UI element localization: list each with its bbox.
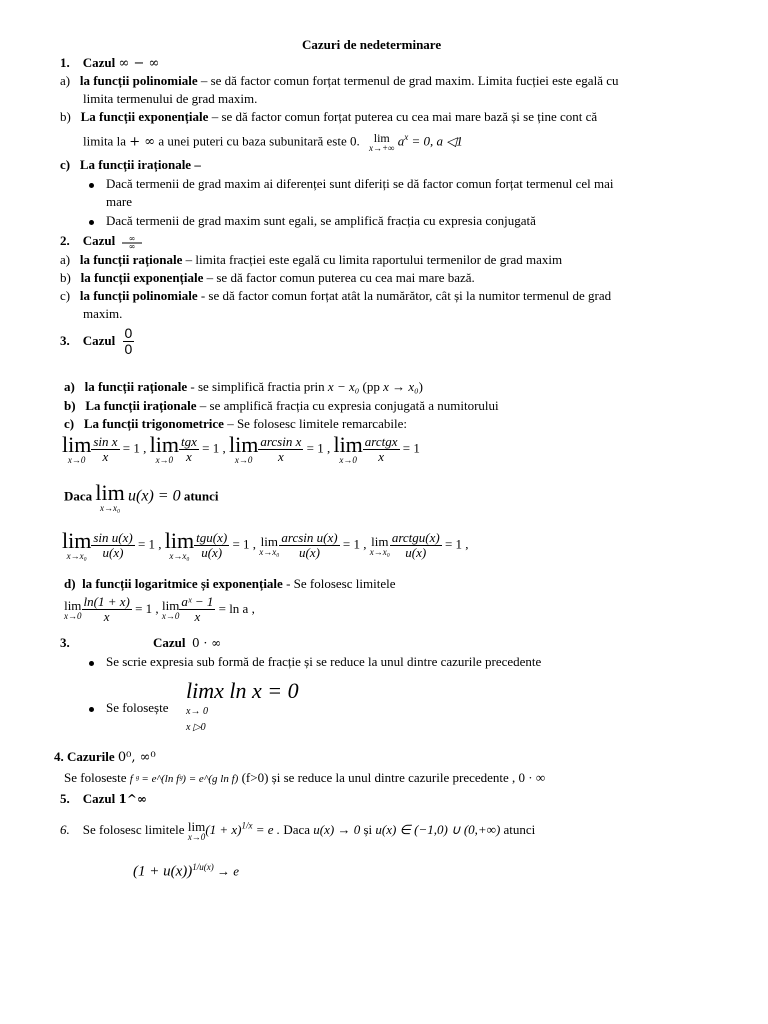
s3-b: b) La funcții iraționale – se amplifică fracția cu expresia conjugată a numitorului: [64, 398, 499, 413]
bullet-dot: [89, 220, 94, 225]
s5-text: Se foloseste f ᵍ = e^(ln fᵍ) = e^(g ln f) (f>0) și se reduce la unul dintre cazurile precedente , 0 · ∞: [64, 770, 546, 785]
s1-b: b) La funcții exponențiale – se dă factor comun forțat puterea cu cea mai mare bază și se ține cont că: [60, 109, 598, 124]
remarkable-limits-row-2: lim x→x₀ $\frac{\text{sin u(x)}}{u(x)}$ = 1 , lim x→x₀ $\frac{\text{tgu(x)}}{u(x)}$ = 1 , lim x→x₀ $\frac{\text{arcsin u(x)}}{u(x)}$ = 1 , lim x→x₀ $\frac{\text{arctgu(x)}}{u(x)}$ = 1 ,: [62, 528, 469, 561]
remarkable-limits-row-1: lim x→0 $\frac{\text{sin x}}{x}$ = 1 , lim x→0 $\frac{\text{tgx}}{x}$ = 1 , lim x→0 $\frac{\text{arcsin x}}{x}$ = 1 , lim x→0 $\frac{\text{arctgx}}{x}$ = 1: [62, 432, 420, 465]
s7-final: $(1 + u(x))^{1/u(x)} \to e$: [133, 862, 240, 880]
section-0-inf-heading: 3.: [60, 635, 70, 650]
s1-c: c) La funcții iraționale –: [60, 157, 201, 172]
section-1-heading: 1. Cazul ∞ − ∞: [60, 55, 160, 71]
s4-bullet1: Se scrie expresia sub formă de fracție și se reduce la unul dintre cazurile precedente: [106, 654, 542, 669]
section-4-heading: 4. Cazurile 0⁰, ∞⁰: [54, 749, 156, 765]
bullet-dot: [89, 707, 94, 712]
s1-a: a) la funcții polinomiale – se dă factor comun forțat termenul de grad maxim. Limita fucției este egală cu: [60, 73, 619, 88]
s1-a-cont: limita termenului de grad maxim.: [83, 91, 258, 106]
s4-sub2: x ▷0: [186, 722, 206, 733]
s3-c: c) La funcții trigonometrice – Se folosesc limitele remarcabile:: [64, 416, 407, 431]
bullet-dot: [89, 183, 94, 188]
s3-a: a) la funcții raționale - se simplifică fractia prin x − x₀ (pp x → x₀): [64, 379, 424, 394]
log-exp-limits: lim x→0 $\frac{\ln(1 + x)}{x}$ = 1 , lim x→0 $\frac{\text{aˣ − 1}}{x}$ = ln a ,: [64, 594, 255, 625]
section-5-heading: 5. Cazul 1^∞: [60, 791, 147, 806]
s2-c-cont: maxim.: [83, 306, 123, 321]
svg-text:∞: ∞: [128, 242, 135, 250]
s3-d: d) la funcții logaritmice și exponențiale - Se folosesc limitele: [64, 576, 396, 591]
svg-text:∞: ∞: [128, 235, 135, 244]
s1-c-bullet2: Dacă termenii de grad maxim sunt egali, se amplifică fracția cu expresia conjugată: [106, 213, 536, 228]
s4-sub1: x→ 0: [186, 706, 208, 717]
page-title: Cazuri de nedeterminare: [302, 37, 442, 52]
section-3-heading: 3. Cazul $\frac{0}{0}$: [60, 325, 133, 358]
s1-c-bullet1: Dacă termenii de grad maxim ai diferenței sunt diferiți se dă factor comun forțat termenul cel mai: [106, 176, 614, 191]
section-2-heading: 2. Cazul ∞ ∞: [60, 234, 145, 249]
s2-c: c) la funcții polinomiale - se dă factor comun forțat atât la numărător, cât și la numitor termenul de grad: [60, 288, 612, 303]
s1-b-cont: limita la + ∞ a unei puteri cu baza subunitară este 0. lim x→+∞ $a^x = 0$, a ◁1: [83, 131, 463, 153]
s1-b-limit: lim x→+∞: [369, 131, 395, 153]
s4-formula: limx ln x = 0: [186, 678, 299, 703]
s2-b: b) la funcții exponențiale – se dă factor comun puterea cu cea mai mare bază.: [60, 270, 475, 285]
s1-c-bullet1-cont: mare: [106, 194, 132, 209]
bullet-dot: [89, 661, 94, 666]
s4-bullet2: Se folosește: [106, 700, 169, 715]
infinity-over-infinity-icon: [119, 235, 145, 249]
condition-daca: Daca lim x→x₀ u(x) = 0 atunci: [64, 480, 219, 513]
s2-a: a) la funcții raționale – limita fracției este egală cu limita raportului termenilor de grad maxim: [60, 252, 563, 267]
section-0-inf-label: Cazul 0 · ∞: [153, 635, 222, 650]
section-6: 6. Se folosesc limitele lim x→0 $(1 + x)^{1/x} = e$ . Daca u(x) → 0 și u(x) ∈ (−1,0) ∪ (0,+∞) atunci: [60, 819, 536, 842]
